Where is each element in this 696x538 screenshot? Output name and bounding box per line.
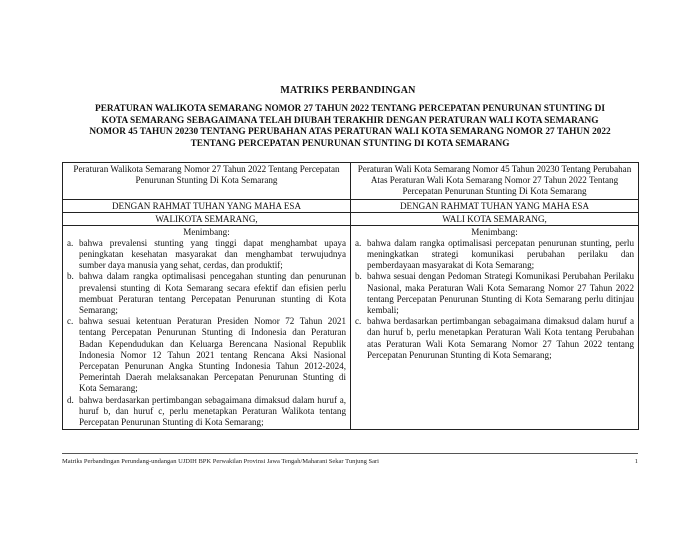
left-rahmat: DENGAN RAHMAT TUHAN YANG MAHA ESA [63,199,351,212]
item-text: bahwa prevalensi stunting yang tinggi dapat menghambat upaya peningkatan kesehatan masyarakat dan menghambat terwujudnya sumber daya manusia yang sehat, cerdas, dan produktif; [79,237,346,271]
right-menimbang-cell [351,225,639,430]
left-considerations-list [67,238,346,428]
item-marker: b. [67,271,74,282]
page-number: 1 [634,458,638,465]
subtitle-line: KOTA SEMARANG SEBAGAIMANA TELAH DIUBAH TERAKHIR DENGAN PERATURAN WALI KOTA SEMARANG [101,115,599,126]
subtitle-line: NOMOR 45 TAHUN 20230 TENTANG PERUBAHAN ATAS PERATURAN WALI KOTA SEMARANG NOMOR 27 TAHUN 2022 [89,127,611,138]
left-column-header: Peraturan Walikota Semarang Nomor 27 Tahun 2022 Tentang Percepatan Penurunan Stunting Di Kota Semarang [63,163,351,200]
document-subtitle [60,104,640,150]
list-item [67,271,346,316]
item-text: bahwa dalam rangka optimalisasi pencegahan stunting dan penurunan prevalensi stunting di Kota Semarang secara efektif dan efisien perlu membuat Peraturan tentang Percepatan Penurunan stunting di Kota Semarang; [79,271,346,316]
subtitle-line: TENTANG PERCEPATAN PENURUNAN STUNTING DI KOTA SEMARANG [190,138,510,149]
table-row [63,225,639,430]
left-menimbang-cell [63,225,351,430]
page-footer [62,453,638,465]
list-item [355,316,634,361]
list-item [355,271,634,316]
item-text: bahwa dalam rangka optimalisasi percepatan penurunan stunting, perlu meningkatkan strategi komunikasi perubahan perilaku dan pemberdayaan masyarakat di Kota Semarang; [367,237,634,271]
item-marker: c. [67,316,74,327]
left-menimbang-label: Menimbang: [183,226,230,237]
right-walikota: WALI KOTA SEMARANG, [351,212,639,225]
right-rahmat: DENGAN RAHMAT TUHAN YANG MAHA ESA [351,199,639,212]
item-text: bahwa berdasarkan pertimbangan sebagaimana dimaksud dalam huruf a, huruf b, dan huruf c, perlu menetapkan Peraturan Walikota tentang Percepatan Penurunan Stunting di Kota Semarang; [79,394,346,428]
table-row [63,212,639,225]
list-item [67,316,346,394]
table-header-row [63,163,639,200]
item-text: bahwa berdasarkan pertimbangan sebagaimana dimaksud dalam huruf a dan huruf b, perlu menetapkan Peraturan Wali Kota tentang Perubahan atas Peraturan Wali Kota Semarang Nomor 27 Tahun 2022 tentang Percepatan Penurunan Stunting di Kota Semarang; [367,316,634,360]
list-item [67,395,346,429]
right-column-header: Peraturan Wali Kota Semarang Nomor 45 Tahun 20230 Tentang Perubahan Atas Peraturan Wali Kota Semarang Nomor 27 Tahun 2022 Tentang Percepatan Penurunan Stunting Di Kota Semarang [351,163,639,200]
list-item [67,238,346,272]
item-marker: d. [67,394,74,405]
item-marker: a. [67,237,74,248]
comparison-table [62,162,639,430]
item-text: bahwa sesuai ketentuan Peraturan Presiden Nomor 72 Tahun 2021 tentang Percepatan Penurunan Stunting di Indonesia dan Peraturan Badan Kependudukan dan Keluarga Berencana Nasional Republik Indonesia Nomor 12 Tahun 2021 tentang Rencana Aksi Nasional Percepatan Penurunan Angka Stunting Indonesia Tahun 2012-2024, Pemerintah Daerah melaksanakan Percepatan Penurunan Stunting di Kota Semarang; [79,316,346,394]
document-title: MATRIKS PERBANDINGAN [280,85,416,96]
right-considerations-list [355,238,634,361]
list-item [355,238,634,272]
item-marker: c. [355,316,362,327]
item-text: bahwa sesuai dengan Pedoman Strategi Komunikasi Perubahan Perilaku Nasional, maka Peraturan Wali Kota Semarang Nomor 27 Tahun 2022 tentang Percepatan Penurunan Stunting di Kota Semarang perlu ditinjau kembali; [367,271,634,316]
item-marker: b. [355,271,362,282]
item-marker: a. [355,237,362,248]
subtitle-line: PERATURAN WALIKOTA SEMARANG NOMOR 27 TAHUN 2022 TENTANG PERCEPATAN PENURUNAN STUNTING DI [95,104,605,114]
table-row [63,199,639,212]
right-menimbang-label: Menimbang: [471,226,518,237]
footer-text: Matriks Perbandingan Perundang-undangan UJDIH BPK Perwakilan Provinsi Jawa Tengah/Maharani Sekar Tunjung Sari [62,458,379,465]
left-walikota: WALIKOTA SEMARANG, [63,212,351,225]
